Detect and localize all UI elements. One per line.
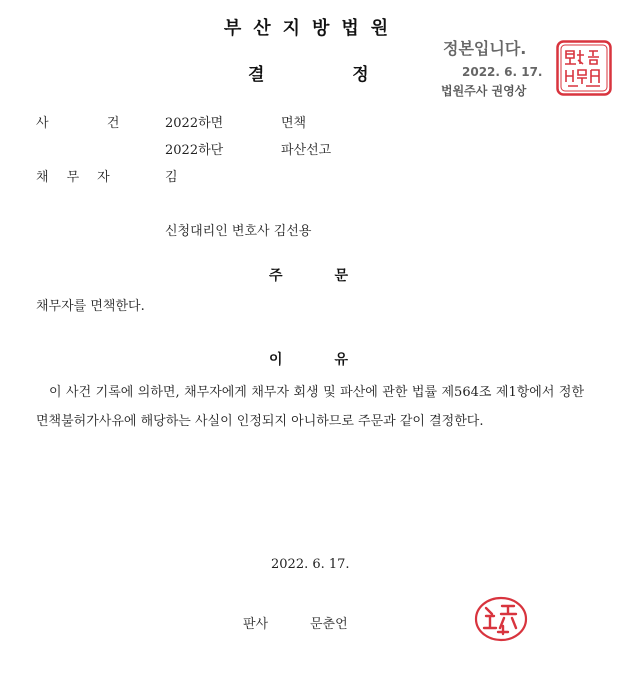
order-heading-char-1: 주 [269,268,283,284]
reason-heading-char-2: 유 [334,352,349,368]
certified-copy-text: 정본입니다. [443,39,527,58]
judge-seal-icon [474,596,528,642]
document-type-char-1: 결 [248,65,265,85]
reason-heading [269,349,348,369]
debtor-label-char-3: 자 [97,170,110,185]
order-heading [269,265,348,285]
debtor-label [36,166,110,185]
debtor-label-char-1: 채 [36,170,49,185]
order-heading-char-2: 문 [334,268,349,284]
case-name-2: 파산선고 [281,143,332,158]
case-number-2: 2022하단 [165,143,224,158]
document-type [248,60,369,85]
order-text: 채무자를 면책한다. [36,299,145,314]
reason-heading-char-1: 이 [269,352,283,368]
applicant-agent: 신청대리인 변호사 김선용 [165,224,312,239]
reason-paragraph: 이 사건 기록에 의하면, 채무자에게 채무자 회생 및 파산에 관한 법률 제564조 제1항에서 정한 면책불허가사유에 해당하는 사실이 인정되지 아니하므로 주문과 같이 결정한다. [36,385,584,429]
debtor-label-char-2: 무 [66,170,80,185]
certification-date: 2022. 6. 17. [462,65,543,79]
reason-text [36,378,584,436]
court-clerk-seal-icon [556,40,612,96]
court-name: 부산지방법원 [223,18,401,39]
judge-name: 문춘언 [310,617,348,632]
case-number-1: 2022하면 [165,116,224,131]
debtor-name: 김 [165,170,178,185]
case-label-char-2: 건 [106,116,120,131]
document-type-char-2: 정 [352,65,369,85]
case-label-char-1: 사 [36,116,49,131]
judge-title: 판사 [243,617,269,632]
case-label [36,112,118,131]
certifying-clerk: 법원주사 권영상 [441,84,527,98]
case-name-1: 면책 [281,116,307,131]
decision-date: 2022. 6. 17. [271,557,350,572]
